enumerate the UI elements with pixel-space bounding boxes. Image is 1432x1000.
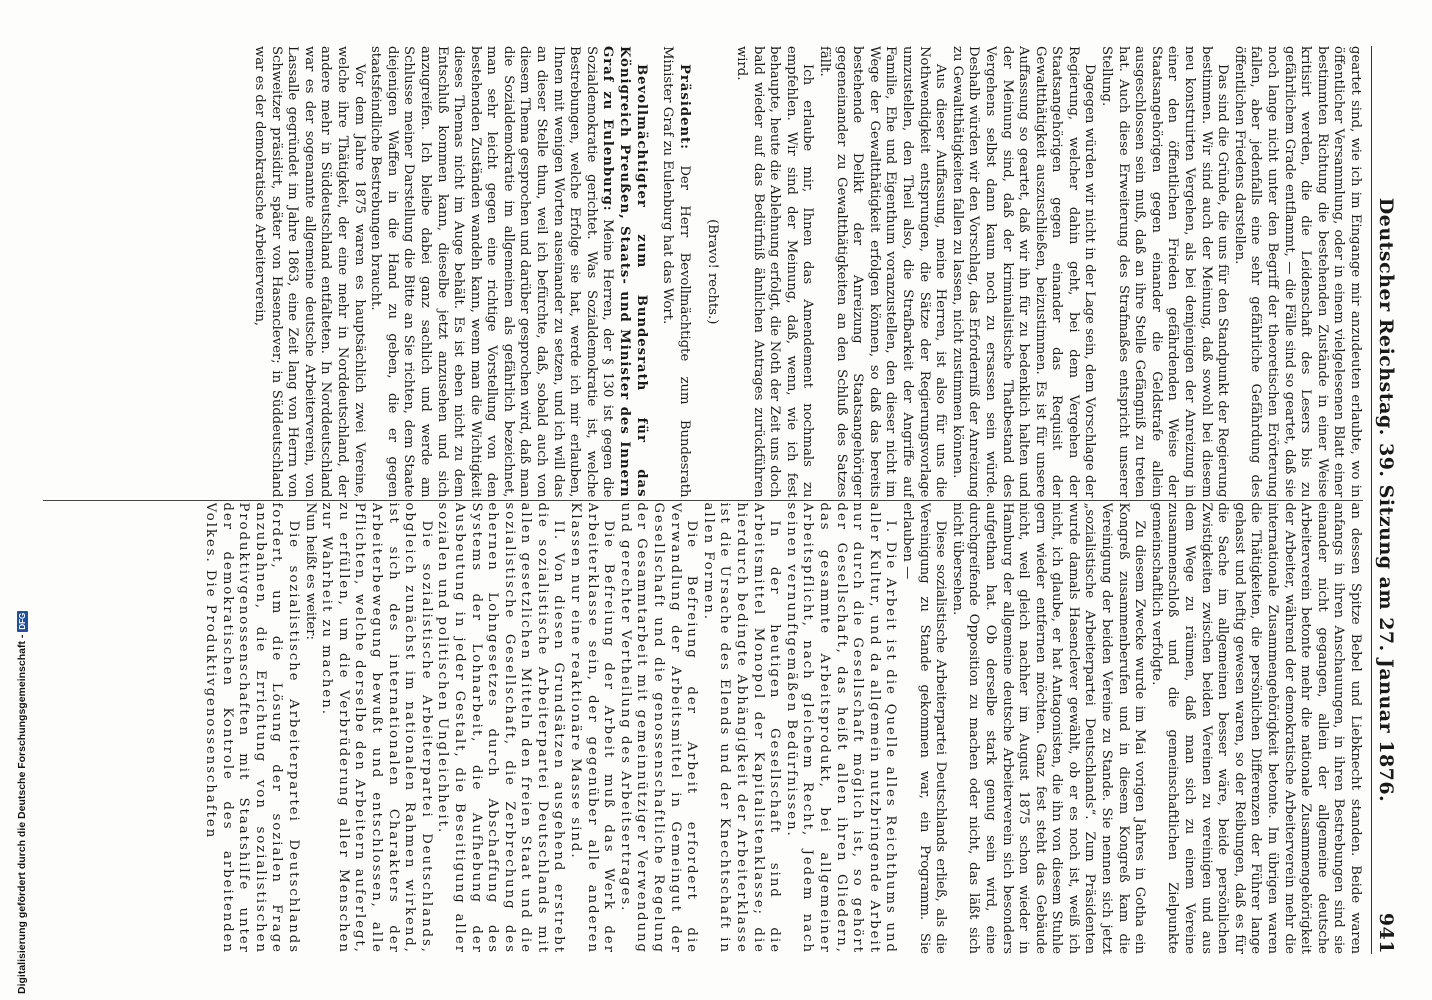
program-item-4: Die Befreiung der Arbeit muß das Werk der Arbeiterklasse sein, der gegenüber alle anderen Klassen nur eine reaktionäre Masse sind. — [568, 502, 617, 954]
text-columns — [43, 46, 1363, 954]
page-number: 941 — [1375, 912, 1397, 954]
minister-statement — [367, 46, 649, 498]
right-paragraph-1: an dessen Spitze Bebel und Liebknecht standen. Beide waren anfangs in ihren Anschauungen, in ihren Bestrebungen sind sie einander nicht gegangen, allein der allgemeine deutsche Arbeiterverein betonte mehr die nationale Zusammengehörigkeit der Arbeiter, während der demokratische Arbeiterverein mehr die internationale Zusammengehörigkeit betonte. Im übrigen waren die Thätigkeiten, die persönlichen Differenzen der Führer lange gehasst und heftig gewesen waren, so der Reibungen, daß es für die Sache im allgemeinen besser wäre, beide persönlichen Zwistigkeiten zwischen beiden Vereinen zu vereinigen und aus dem Wege zu räumen, daß man sich zu einem Vereine zusammenschloß und die gemeinschaftlichen Zielpunkte gemeinschaftlich verfolgte. — [1148, 502, 1363, 954]
minister-paragraph-1: Meine Herren, der § 130 ist gegen die Sozialdemokratie gerichtet. Was Sozialdemokratie ist, welche Bestrebungen, welche Erfolge sie hat, werde ich mir erlauben, Ihnen mit wenigen Worten auseinander zu setzen, und ich will das an dieser Stelle thun, weil ich befürchte, daß, sobald auch von diesem Thema gesprochen und darüber gesprochen wird, daß man die Sozialdemokratie im allgemeinen als gefährlich bezeichnet, man sehr leicht gegen eine richtige Vorstellung von den bestehenden Zuständen wandeln kann, wenn man die Wichtigkeit dieses Themas nicht im Auge behält. Es ist eben nicht zu dem Entschluß kommen kann, dieselbe jetzt anzusehen und sich anzugreifen. Ich bleibe dabei ganz sachlich und werde am Schlusse meiner Darstellung die Bitte an Sie richten, dem Staate diejenigen Waffen in die Hand zu geben, die er gegen staatsfeindliche Bestrebungen braucht. — [368, 46, 616, 498]
dfg-funding-text: Digitalisierung gefördert durch die Deutsche Forschungsgemeinschaft - — [16, 634, 28, 994]
rotated-document-page — [21, 20, 1411, 980]
page-header — [1371, 46, 1397, 954]
minister-paragraph-2: Vor dem Jahre 1875 waren es hauptsächlich zwei Vereine, welche ihre Thätigkeit, der eine mehr in Norddeutschland, der andere mehr in Süddeutschland entfalteten. In Norddeutschland war es der sogenannte allgemeine deutsche Arbeiterverein, von Lassalle gegründet im Jahre 1863, eine Zeit lang von Herrn von Schweitzer präsidirt, später von Hasenclever; in Süddeutschland war es der demokratische Arbeiterverein, — [252, 46, 367, 498]
continuation-line: Nun heißt es weiter: — [302, 502, 318, 640]
digitisation-notice — [2, 0, 28, 1000]
running-head: Deutscher Reichstag. 39. Sitzung am 27. Januar 1876. — [1375, 197, 1397, 803]
left-column — [43, 46, 1363, 498]
president-statement — [659, 46, 692, 498]
program-item-5: II. Von diesen Grundsätzen ausgehend erstrebt die sozialistische Arbeiterpartei Deutschlands mit allen gesetzlichen Mitteln den freien Staat und die sozialistische Gesellschaft, die Zerbrechung des ehernen Lohngesetzes durch Abschaffung des Systems der Lohnarbeit, die Aufhebung der Ausbeutung in jeder Gestalt, die Beseitigung aller sozialen und politischen Ungleichheit. — [435, 502, 567, 954]
president-text: Der Herr Bevollmächtigte zum Bundesrath Minister Graf zu Eulenburg hat das Wort. — [660, 46, 692, 498]
minister-speaker-label: Bevollmächtigter zum Bundesrath für das Königreich Preußen, Staats- und Minister des Innern Graf zu Eulenburg: — [600, 46, 649, 498]
left-paragraph-5: Ich erlaube mir, Ihnen das Amendement nochmals zu empfehlen. Wir sind der Meinung, daß, wenn, wie ich fest behaupte, heute die Ablehnung erfolgt, die Noth der Zeit uns doch bald wieder auf das Bedürfniß ähnlichen Antrages zurückführen wird. — [734, 46, 816, 498]
left-paragraph-3: Dagegen würden wir nicht in der Lage sein, dem Vorschlage der Regierung, welcher dahin geht, bei dem Vergehen der Staatsangehörigen gegen einander das Requisit der Gewaltthätigkeit auszuschließen, beizustimmen. Es ist für unsere Auffassung so geartet, daß wir ihn für zu bedenklich halten und der Meinung sind, daß der kriminalistische Thatbestand des Vergehens selbst dann kaum noch zu ersassen sein würde. Deshalb würden wir den Vorschlag, das Erforderniß der Anreizung zu Gewaltthätigkeiten fallen zu lassen, nicht zustimmen können. — [949, 46, 1098, 498]
president-speaker-label: Präsident: — [676, 64, 692, 151]
bravo-interjection: (Bravo! rechts.) — [705, 219, 721, 325]
right-column — [43, 503, 1363, 955]
left-paragraph-2: Das sind die Gründe, die uns für den Standpunkt der Regierung bestimmen. Wir sind auch der Meinung, daß sowohl bei diesem neu konstruirten Vergehen, als bei demjenigen der Anreizung in einer den öffentlichen Frieden gefährdenden Weise der Staatsangehörigen gegen einander die Geldstrafe allein ausgeschlossen sein muß, daß an ihre Stelle Gefängniß zu treten hat. Auch diese Erweiterung des Strafmaßes entspricht unserer Stellung. — [1099, 46, 1231, 498]
dfg-logo: DFG — [17, 612, 27, 630]
program-item-1: I. Die Arbeit ist die Quelle alles Reichthums und aller Kultur, und da allgemein nutzbringende Arbeit nur durch die Gesellschaft möglich ist, so gehört der Gesellschaft, das heißt allen ihren Gliedern, das gesammte Arbeitsprodukt, bei allgemeiner Arbeitspflicht, nach gleichem Recht, Jedem nach seinen vernunftgemäßen Bedürfnissen. — [783, 502, 899, 954]
right-paragraph-2: Zu diesem Zwecke wurde im Mai vorigen Jahres in Gotha ein Kongreß zusammenberufen und in diesem Kongreß kam die Vereinigung der beiden Vereine zu Stande. Sie nennen sich jetzt „sozialistische Arbeiterpartei Deutschlands“. Zum Präsidenten wurde damals Hasenclever gewählt, ob er es noch ist, weiß ich nicht, ich glaube, er hat Antagonisten, die ihn von diesem Stuhle gern wieder entfernen möchten. Ganz fest steht das Gebäude nicht, weil gleich nachher im August 1875 schon wieder in Hamburg der allgemeine deutsche Arbeiterverein sich besonders aufgethan hat. Ob derselbe stark genug sein wird, eine durchgreifende Opposition zu machen oder nicht, das läßt sich nicht übersehen. — [949, 502, 1148, 954]
right-final-paragraph: Die sozialistische Arbeiterpartei Deutschlands fordert, um die Lösung der sozialen Frage anzubahnen, die Errichtung von sozialistischen Produktivgenossenschaften mit Staatshilfe unter der demokratischen Kontrole des arbeitenden Volkes. Die Produktivgenossenschaften — [203, 502, 301, 954]
left-paragraph-4: Aus dieser Auffassung, meine Herren, ist also für uns die Nothwendigkeit entsprungen, die Sätze der Regierungsvorlage umzustellen, den Theil also, die Strafbarkeit der Angriffe auf Familie, Ehe und Eigenthum voranzustellen, den dieser nicht im Wege der Gewaltthätigkeit erfolgen können, so daß das bereits bestehende Delikt der Anreizung Staatsangehöriger gegeneinander zu Gewaltthätigkeiten an den Schluß des Satzes fällt. — [817, 46, 949, 498]
right-paragraph-3: Diese sozialistische Arbeiterpartei Deutschlands erließ, als die Vereinigung zu Stande gekommen war, ein Programm. Sie erlauben — — [899, 502, 949, 954]
program-item-2: In der heutigen Gesellschaft sind die Arbeitsmittel Monopol der Kapitalistenklasse; die hierdurch bedingte Abhängigkeit der Arbeiterklasse ist die Ursache des Elends und der Knechtschaft in allen Formen. — [700, 502, 783, 954]
program-item-3: Die Befreiung der Arbeit erfordert die Verwandlung der Arbeitsmittel in Gemeingut der Gesellschaft und die genossenschaftliche Regelung der Gesammtarbeit mit gemeinnütziger Verwendung und gerechter Vertheilung des Arbeitsertrages. — [617, 502, 700, 954]
column-divider — [43, 500, 1363, 501]
left-paragraph-1: geartet sind, wie ich im Eingange mir anzudeuten erlaubte, wo in öffentlicher Versammlung, oder in einem vielgelesenen Blatt einer bestimmten Richtung die bestehenden Zustände in einer Weise kritisirt werden, die die Leidenschaft des Lesers bis zu gefährlichem Grade entflammt, — die Fälle sind so geartet, daß sie noch lange nicht unter den Begriff der theoretischen Erörterung fallen, aber jedenfalls eine sehr gefährliche Gefährdung des öffentlichen Friedens darstellen. — [1231, 46, 1363, 498]
digitisation-notice-text — [16, 611, 28, 1000]
program-item-6: Die sozialistische Arbeiterpartei Deutschlands, obgleich zunächst im nationalen Rahmen wirkend, ist sich des internationalen Charakters der Arbeiterbewegung bewußt und entschlossen, alle Pflichten, welche derselbe den Arbeitern auferlegt, zu erfüllen, um die Verbrüderung aller Menschen zur Wahrheit zu machen. — [319, 502, 434, 954]
